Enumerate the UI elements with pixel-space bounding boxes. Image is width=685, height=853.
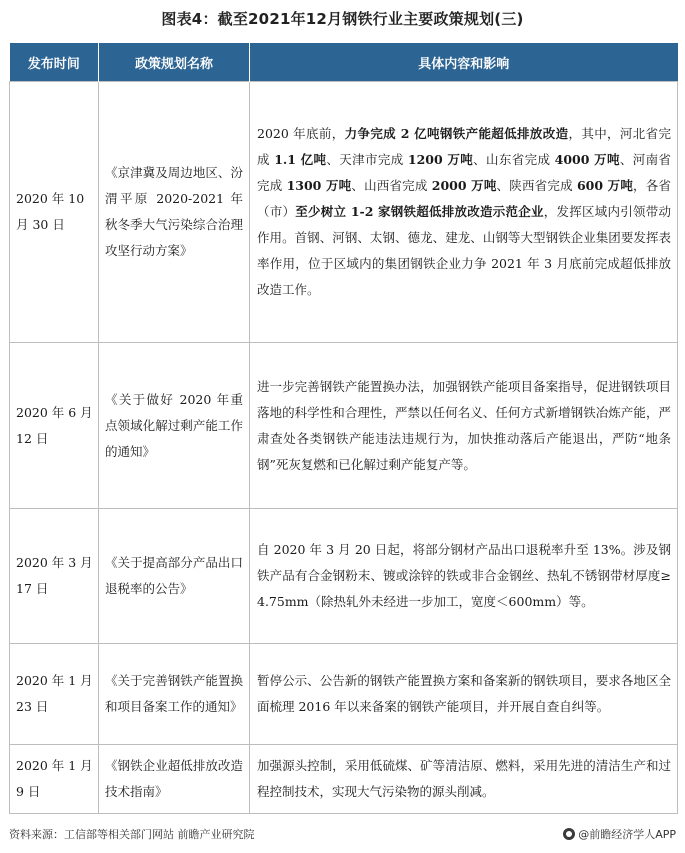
content-text: 进一步完善钢铁产能置换办法，加强钢铁产能项目备案指导，促进钢铁项目落地的科学性和合理性，严禁以任何名义、任何方式新增钢铁冶炼产能，严肃查处各类钢铁产能违法违规行为，加快推动落后产能退出，严防“地条钢”死灰复燃和已化解过剩产能复产等。: [257, 378, 671, 472]
table-row: [10, 745, 678, 814]
row-date: 2020 年 3 月 17 日: [10, 509, 99, 644]
content-text: 、河南省完成: [257, 152, 671, 193]
row-date: 2020 年 1 月 9 日: [10, 745, 99, 814]
row-date: 2020 年 1 月 23 日: [10, 644, 99, 745]
row-content: [250, 509, 678, 644]
row-policy-name: 《关于提高部分产品出口退税率的公告》: [99, 509, 250, 644]
table-row: [10, 509, 678, 644]
content-highlight: 1300 万吨: [286, 178, 352, 193]
header-date: 发布时间: [10, 43, 99, 82]
qianzhan-logo-icon: [563, 828, 575, 840]
policy-table: [9, 43, 678, 814]
content-highlight: 力争完成 2 亿吨钢铁产能超低排放改造: [344, 126, 569, 141]
row-policy-name: 《京津冀及周边地区、汾渭平原 2020-2021 年秋冬季大气污染综合治理攻坚行动方案》: [99, 82, 250, 343]
row-date: 2020 年 10 月 30 日: [10, 82, 99, 343]
row-date: 2020 年 6 月 12 日: [10, 343, 99, 509]
table-row: [10, 644, 678, 745]
row-content: [250, 745, 678, 814]
content-highlight: 2000 万吨: [431, 178, 497, 193]
row-content: [250, 82, 678, 343]
table-header-row: [10, 43, 678, 82]
brand-label: @前瞻经济学人APP: [578, 828, 676, 841]
content-text: 、天津市完成: [326, 152, 408, 167]
content-text: ，发挥区域内引领带动作用。首钢、河钢、太钢、德龙、建龙、山钢等大型钢铁企业集团要发挥表率作用，位于区域内的集团钢铁企业力争 2021 年 3 月底前完成超低排放改造工作。: [257, 204, 671, 297]
content-highlight: 1200 万吨: [407, 152, 474, 167]
content-text: 暂停公示、公告新的钢铁产能置换方案和备案新的钢铁项目，要求各地区全面梳理 2016 年以来备案的钢铁产能项目，并开展自查自纠等。: [257, 673, 671, 714]
row-policy-name: 《钢铁企业超低排放改造技术指南》: [99, 745, 250, 814]
table-row: [10, 82, 678, 343]
content-text: 自 2020 年 3 月 20 日起，将部分钢材产品出口退税率升至 13%。涉及钢铁产品有合金钢粉末、镀或涂锌的铁或非合金钢丝、热轧不锈钢带材厚度≥4.75mm（除热轧外未经进一步加工，宽度＜600mm）等。: [257, 542, 671, 609]
content-text: ，各省（市）: [257, 178, 671, 219]
content-text: 、陕西省完成: [496, 178, 577, 193]
header-content: 具体内容和影响: [250, 43, 678, 82]
row-content: [250, 644, 678, 745]
brand-credit: [563, 826, 676, 842]
content-text: ，其中，河北省完成: [257, 126, 671, 167]
row-policy-name: 《关于完善钢铁产能置换和项目备案工作的通知》: [99, 644, 250, 745]
content-highlight: 至少树立 1-2 家钢铁超低排放改造示范企业: [295, 204, 544, 219]
content-highlight: 1.1 亿吨: [274, 152, 327, 167]
page-title: 图表4：截至2021年12月钢铁行业主要政策规划(三): [161, 10, 524, 28]
content-text: 2020 年底前，: [257, 126, 345, 141]
content-text: 加强源头控制，采用低硫煤、矿等清洁原、燃料，采用先进的清洁生产和过程控制技术，实现大气污染物的源头削减。: [257, 758, 671, 799]
table-row: [10, 343, 678, 509]
header-name: 政策规划名称: [99, 43, 250, 82]
content-highlight: 4000 万吨: [554, 152, 620, 167]
row-content: [250, 343, 678, 509]
row-policy-name: 《关于做好 2020 年重点领域化解过剩产能工作的通知》: [99, 343, 250, 509]
content-highlight: 600 万吨: [576, 178, 634, 193]
source-note: 资料来源：工信部等相关部门网站 前瞻产业研究院: [9, 828, 255, 841]
content-text: 、山东省完成: [473, 152, 555, 167]
content-text: 、山西省完成: [351, 178, 432, 193]
